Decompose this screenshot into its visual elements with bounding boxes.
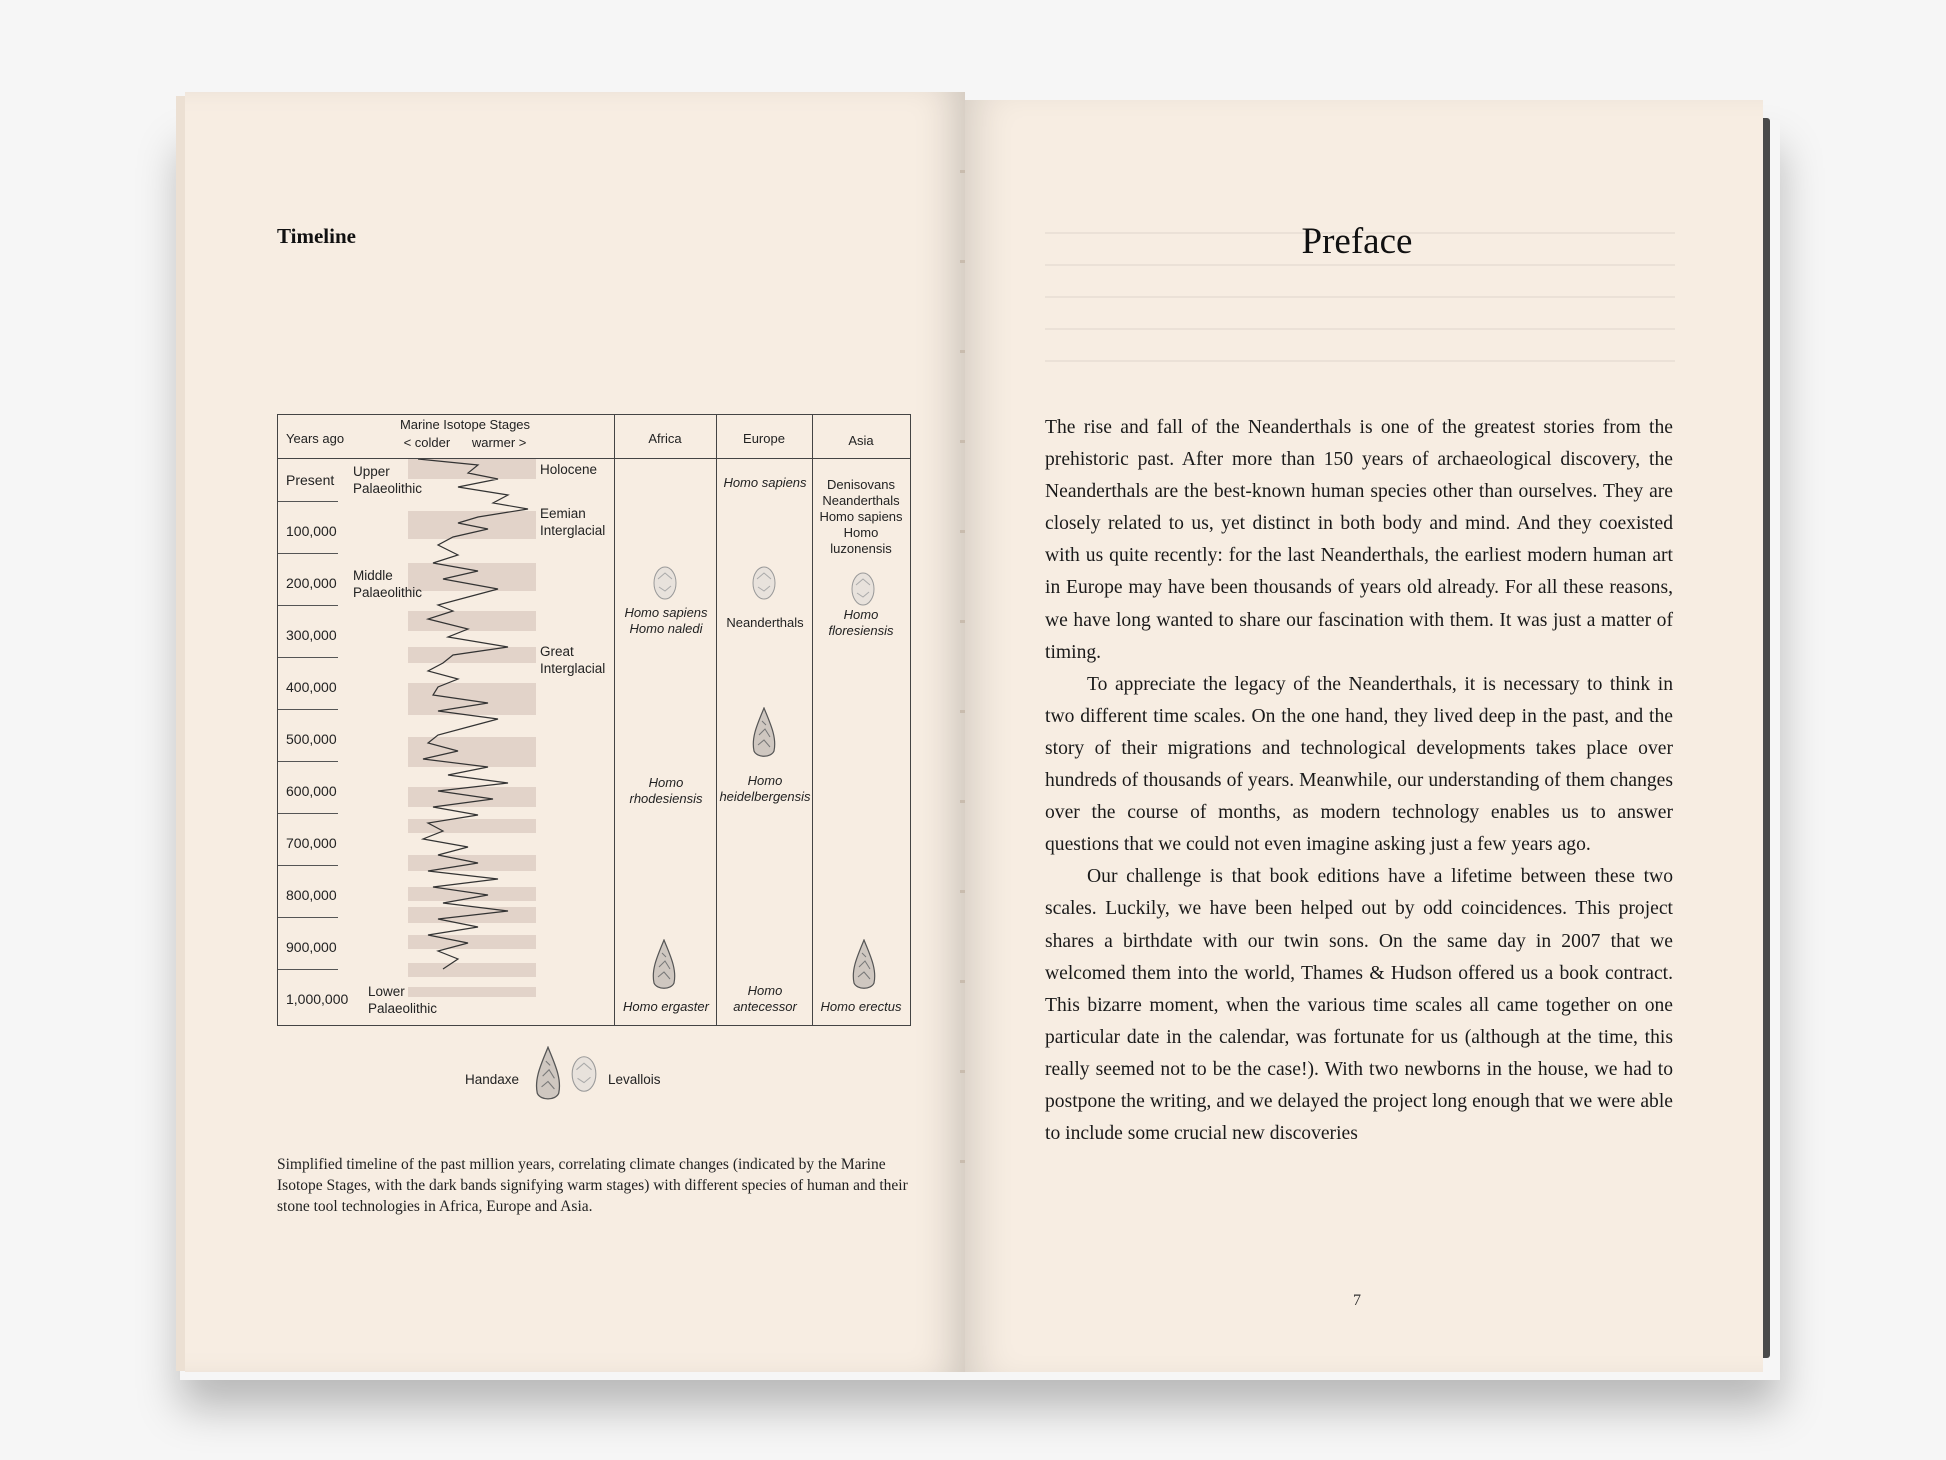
year-tick bbox=[278, 501, 338, 502]
levallois-icon bbox=[751, 565, 777, 601]
year-label: Present bbox=[286, 472, 335, 488]
header-mis-title: Marine Isotope Stages bbox=[399, 417, 531, 432]
right-page bbox=[965, 100, 1763, 1372]
year-tick bbox=[278, 865, 338, 866]
year-label: 800,000 bbox=[286, 887, 337, 903]
year-tick bbox=[278, 605, 338, 606]
handaxe-icon bbox=[650, 939, 678, 991]
header-asia: Asia bbox=[848, 433, 874, 448]
year-label: 200,000 bbox=[286, 575, 337, 591]
header-years-ago: Years ago bbox=[286, 431, 345, 446]
levallois-icon bbox=[652, 565, 678, 601]
species-africa-ergaster: Homo ergaster bbox=[623, 999, 709, 1014]
species-africa-rhodesiensis: Homo rhodesiensis bbox=[629, 775, 703, 806]
species-asia-top: Denisovans Neanderthals Homo sapiens Homo luzonensis bbox=[819, 477, 903, 556]
species-europe-neanderthals: Neanderthals bbox=[726, 615, 804, 630]
year-label: 100,000 bbox=[286, 523, 337, 539]
page-number: 7 bbox=[1353, 1292, 1361, 1309]
legend-levallois-icon bbox=[570, 1054, 598, 1094]
levallois-icon bbox=[850, 571, 876, 607]
figure-caption: Simplified timeline of the past million years, correlating climate changes (indicated by the Marine Isotope Stages, with the dark bands signifying warm stages) with different species of human and their stone tool technologies in Africa, Europe and Asia. bbox=[277, 1156, 908, 1215]
bleed-through-line bbox=[1045, 264, 1675, 266]
year-label: 1,000,000 bbox=[286, 991, 349, 1007]
year-tick bbox=[278, 969, 338, 970]
handaxe-icon bbox=[750, 707, 778, 759]
year-tick bbox=[278, 761, 338, 762]
page-title: Preface bbox=[1301, 221, 1413, 262]
year-tick bbox=[278, 553, 338, 554]
stage-holocene: Holocene bbox=[540, 462, 598, 477]
year-label: 300,000 bbox=[286, 627, 337, 643]
year-tick bbox=[278, 709, 338, 710]
species-asia-erectus: Homo erectus bbox=[820, 999, 902, 1014]
species-africa-sapiens-naledi: Homo sapiens Homo naledi bbox=[624, 605, 708, 636]
column-divider-africa bbox=[614, 415, 615, 1025]
handaxe-icon bbox=[850, 939, 878, 991]
year-label: 900,000 bbox=[286, 939, 337, 955]
header-africa: Africa bbox=[648, 431, 682, 446]
stage-eemian: Eemian Interglacial bbox=[540, 506, 606, 538]
column-divider-europe bbox=[716, 415, 717, 1025]
species-asia-floresiensis: Homo floresiensis bbox=[828, 607, 894, 638]
preface-body bbox=[1045, 412, 1673, 1150]
species-europe-heidelbergensis: Homo heidelbergensis bbox=[719, 773, 811, 804]
header-europe: Europe bbox=[743, 431, 785, 446]
timeline-chart bbox=[277, 414, 911, 1026]
period-lower-palaeolithic: Lower Palaeolithic bbox=[368, 984, 438, 1016]
bleed-through-line bbox=[1045, 296, 1675, 298]
species-europe-antecessor: Homo antecessor bbox=[733, 983, 797, 1014]
left-page bbox=[185, 92, 965, 1372]
legend-levallois-label: Levallois bbox=[608, 1072, 661, 1087]
header-divider bbox=[278, 458, 910, 459]
year-tick bbox=[278, 917, 338, 918]
legend-handaxe-icon bbox=[533, 1046, 563, 1102]
year-label: 600,000 bbox=[286, 783, 337, 799]
species-europe-sapiens: Homo sapiens bbox=[723, 475, 807, 490]
year-label: 700,000 bbox=[286, 835, 337, 851]
stage-great-interglacial: Great Interglacial bbox=[540, 644, 606, 676]
legend-handaxe-label: Handaxe bbox=[465, 1072, 520, 1087]
column-divider-asia bbox=[812, 415, 813, 1025]
bleed-through-line bbox=[1045, 328, 1675, 330]
timeline-heading: Timeline bbox=[277, 224, 356, 248]
year-label: 400,000 bbox=[286, 679, 337, 695]
paragraph: The rise and fall of the Neanderthals is one of the greatest stories from the prehistoric past. After more than 150 years of archaeological discovery, the Neanderthals are the best-known human species other than ourselves. They are closely related to us, yet distinct in both body and mind. And they coexisted with us quite recently: for the last Neanderthals, the earliest modern human art in Europe may have been thousands of years old already. For all these reasons, we have long wanted to share our fascination with them. It was just a matter of timing. bbox=[1045, 417, 1673, 663]
paragraph: Our challenge is that book editions have a lifetime between these two scales. Luckily, we have been helped out by odd coincidences. This project shares a birthdate with our twin sons. On the same day in 2007 that we welcomed them into the world, Thames & Hudson offered us a book contract. This bizarre moment, when the various time scales all came together on one particular date in the calendar, was fortunate for us (although at the time, this really seemed not to be the case!). With two newborns in the house, we had to postpone the writing, and we delayed the project long enough that we were able to include some crucial new discoveries bbox=[1045, 866, 1673, 1145]
year-tick bbox=[278, 657, 338, 658]
period-upper-palaeolithic: Upper Palaeolithic bbox=[353, 464, 423, 496]
header-mis-sub: < colder warmer > bbox=[403, 435, 527, 450]
year-tick bbox=[278, 813, 338, 814]
period-middle-palaeolithic: Middle Palaeolithic bbox=[353, 568, 423, 600]
bleed-through-line bbox=[1045, 360, 1675, 362]
paragraph: To appreciate the legacy of the Neanderthals, it is necessary to think in two different time scales. On the one hand, they lived deep in the past, and the story of their migrations and technological developments takes place over hundreds of thousands of years. Meanwhile, our understanding of them changes over the course of months, as modern technology enables us to answer questions that we could not even imagine asking just a few years ago. bbox=[1045, 673, 1673, 856]
year-label: 500,000 bbox=[286, 731, 337, 747]
